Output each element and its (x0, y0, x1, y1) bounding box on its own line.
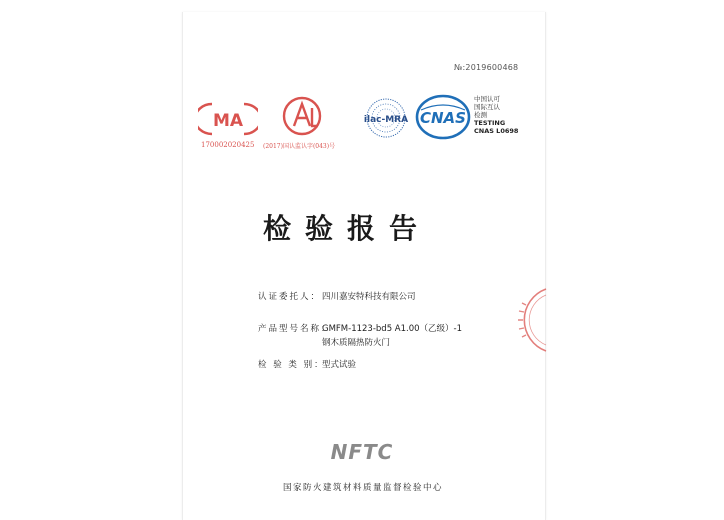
nftc-wordmark: NFTC (330, 440, 394, 464)
report-title: 检验报告 (263, 212, 432, 245)
product-label: 产品型号名称： (258, 324, 332, 334)
client-value: 四川嘉安特科技有限公司 (322, 292, 416, 302)
cal-code: (2017)国认监认字(043)号 (263, 143, 336, 150)
test-type-label: 检 验 类 别： (258, 360, 325, 370)
issuer-name: 国家防火建筑材料质量监督检验中心 (283, 483, 444, 493)
cnas-cn-line2: 国际互认 (474, 103, 500, 111)
product-row-continued (322, 336, 390, 348)
seal-stamp-partial (508, 285, 548, 359)
test-type-row (258, 358, 356, 370)
client-row (258, 290, 416, 302)
ilac-mra-logo (358, 97, 414, 139)
cal-logo (280, 94, 324, 138)
cnas-wordmark: CNAS (420, 109, 466, 127)
cnas-en-line2: CNAS L0698 (474, 127, 519, 135)
cnas-cn-line3: 检测 (474, 111, 487, 119)
client-label: 认证委托人： (258, 292, 322, 302)
svg-text:MA: MA (212, 111, 244, 131)
cnas-en-line1: TESTING (474, 119, 506, 127)
product-value-line1: GMFM-1123-bd5 A1.00（乙级）-1 (322, 324, 463, 334)
product-value-line2: 钢木质隔热防火门 (322, 338, 391, 348)
cnas-caption (474, 95, 518, 135)
nftc-logo (322, 439, 402, 465)
product-row (258, 322, 462, 334)
ilac-mra-text: ilac-MRA (363, 115, 409, 125)
cnas-logo (415, 94, 471, 140)
test-type-value: 型式试验 (322, 360, 357, 370)
cma-logo (198, 99, 258, 139)
report-number: №:2019600468 (454, 63, 519, 72)
cma-code: 170002020425 (201, 141, 255, 149)
cnas-cn-line1: 中国认可 (474, 95, 500, 103)
